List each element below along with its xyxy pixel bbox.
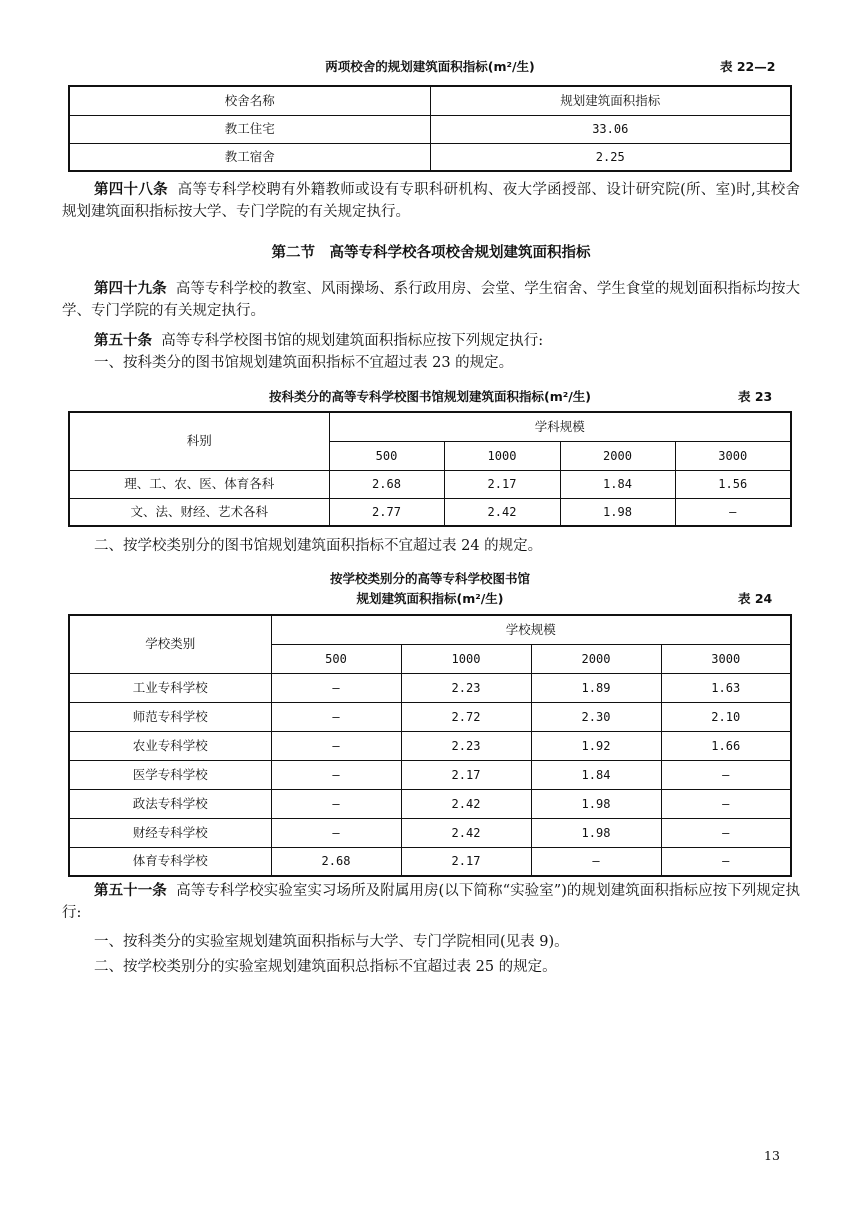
- column-header: 2000: [531, 644, 661, 673]
- column-header: 校舍名称: [69, 86, 430, 115]
- table-cell: 2.42: [401, 789, 531, 818]
- table-row: [69, 115, 791, 143]
- article-label: 第五十一条: [94, 883, 167, 899]
- table-cell: 教工宿舍: [69, 143, 430, 171]
- column-header: 500: [271, 644, 401, 673]
- table-cell: —: [271, 702, 401, 731]
- table-23-number: 表 23: [738, 389, 773, 404]
- table-cell: 2.17: [401, 760, 531, 789]
- table-22-2-number: 表 22—2: [720, 59, 776, 74]
- table-24-caption-line-2: 规划建筑面积指标(m²/生): [356, 591, 504, 606]
- table-cell: 2.72: [401, 702, 531, 731]
- table-cell: 2.25: [430, 143, 791, 171]
- article-49: [62, 279, 800, 322]
- table-cell: 1.89: [531, 673, 661, 702]
- table-header-row: [69, 86, 791, 115]
- table-cell: —: [271, 760, 401, 789]
- table-cell: —: [675, 498, 791, 526]
- article-50-item-2: 二、按学校类别分的图书馆规划建筑面积指标不宜超过表 24 的规定。: [94, 538, 543, 554]
- article-label: 第五十条: [94, 333, 152, 349]
- table-22-2-caption: 两项校舍的规划建筑面积指标(m²/生): [325, 59, 535, 74]
- table-cell: 理、工、农、医、体育各科: [69, 470, 329, 498]
- table-cell: —: [531, 847, 661, 876]
- table-header-row: [69, 412, 791, 441]
- table-cell: 2.17: [401, 847, 531, 876]
- table-cell: 1.66: [661, 731, 791, 760]
- table-row: [69, 818, 791, 847]
- column-header: 1000: [401, 644, 531, 673]
- table-cell: —: [661, 789, 791, 818]
- table-cell: 教工住宅: [69, 115, 430, 143]
- table-row: [69, 789, 791, 818]
- table-22-2: [68, 85, 792, 172]
- table-row: [69, 702, 791, 731]
- table-cell: 1.98: [531, 818, 661, 847]
- table-cell: 2.68: [271, 847, 401, 876]
- table-cell: 1.63: [661, 673, 791, 702]
- article-51-item-1: 一、按科类分的实验室规划建筑面积指标与大学、专门学院相同(见表 9)。: [94, 934, 569, 950]
- table-cell: 工业专科学校: [69, 673, 271, 702]
- table-cell: —: [661, 760, 791, 789]
- column-header: 2000: [560, 441, 675, 470]
- article-label: 第四十九条: [94, 281, 167, 297]
- table-cell: —: [661, 847, 791, 876]
- column-header: 3000: [661, 644, 791, 673]
- column-header: 规划建筑面积指标: [430, 86, 791, 115]
- column-header: 3000: [675, 441, 791, 470]
- article-48: [62, 180, 800, 223]
- column-header: 500: [329, 441, 444, 470]
- article-50: [62, 331, 800, 353]
- table-header-row: [69, 615, 791, 644]
- article-text: 高等专科学校实验室实习场所及附属用房(以下简称“实验室”)的规划建筑面积指标应按下列规定执行:: [62, 883, 801, 921]
- table-cell: —: [271, 673, 401, 702]
- table-row: [69, 760, 791, 789]
- group-header: 学校规模: [271, 615, 791, 644]
- article-label: 第四十八条: [94, 182, 168, 198]
- table-24: [68, 614, 792, 877]
- table-cell: —: [661, 818, 791, 847]
- table-cell: 1.98: [531, 789, 661, 818]
- table-cell: 2.30: [531, 702, 661, 731]
- table-24-number: 表 24: [738, 591, 773, 606]
- table-row: [69, 731, 791, 760]
- row-header: 科别: [69, 412, 329, 470]
- table-cell: 1.84: [531, 760, 661, 789]
- table-cell: 2.23: [401, 673, 531, 702]
- table-cell: 2.42: [401, 818, 531, 847]
- page-number: 13: [764, 1148, 780, 1163]
- group-header: 学科规模: [329, 412, 791, 441]
- article-51-item-2: 二、按学校类别分的实验室规划建筑面积总指标不宜超过表 25 的规定。: [94, 959, 557, 975]
- table-row: [69, 143, 791, 171]
- table-cell: 农业专科学校: [69, 731, 271, 760]
- table-cell: 2.17: [444, 470, 560, 498]
- article-51: [62, 881, 800, 924]
- table-cell: 师范专科学校: [69, 702, 271, 731]
- table-row: [69, 498, 791, 526]
- table-cell: —: [271, 818, 401, 847]
- table-23: [68, 411, 792, 527]
- row-header: 学校类别: [69, 615, 271, 673]
- section-heading: 第二节 高等专科学校各项校舍规划建筑面积指标: [271, 245, 591, 261]
- table-cell: 1.98: [560, 498, 675, 526]
- table-cell: —: [271, 731, 401, 760]
- table-row: [69, 673, 791, 702]
- article-text: 高等专科学校的教室、风雨操场、系行政用房、会堂、学生宿舍、学生食堂的规划面积指标均按大学、专门学院的有关规定执行。: [62, 281, 801, 319]
- table-cell: 体育专科学校: [69, 847, 271, 876]
- table-cell: 2.68: [329, 470, 444, 498]
- table-cell: 1.84: [560, 470, 675, 498]
- column-header: 1000: [444, 441, 560, 470]
- table-row: [69, 847, 791, 876]
- table-cell: 2.42: [444, 498, 560, 526]
- table-cell: 33.06: [430, 115, 791, 143]
- table-23-caption: 按科类分的高等专科学校图书馆规划建筑面积指标(m²/生): [269, 389, 591, 404]
- article-text: 高等专科学校聘有外籍教师或设有专职科研机构、夜大学函授部、设计研究院(所、室)时,其校舍规划建筑面积指标按大学、专门学院的有关规定执行。: [62, 182, 801, 220]
- table-cell: 2.23: [401, 731, 531, 760]
- article-50-item-1: 一、按科类分的图书馆规划建筑面积指标不宜超过表 23 的规定。: [94, 355, 514, 371]
- table-cell: 1.92: [531, 731, 661, 760]
- table-cell: 政法专科学校: [69, 789, 271, 818]
- table-24-caption-line-1: 按学校类别分的高等专科学校图书馆: [329, 571, 530, 586]
- table-cell: 财经专科学校: [69, 818, 271, 847]
- table-cell: 1.56: [675, 470, 791, 498]
- table-cell: —: [271, 789, 401, 818]
- article-text: 高等专科学校图书馆的规划建筑面积指标应按下列规定执行:: [161, 333, 544, 349]
- table-row: [69, 470, 791, 498]
- table-cell: 文、法、财经、艺术各科: [69, 498, 329, 526]
- table-cell: 2.77: [329, 498, 444, 526]
- table-cell: 2.10: [661, 702, 791, 731]
- table-cell: 医学专科学校: [69, 760, 271, 789]
